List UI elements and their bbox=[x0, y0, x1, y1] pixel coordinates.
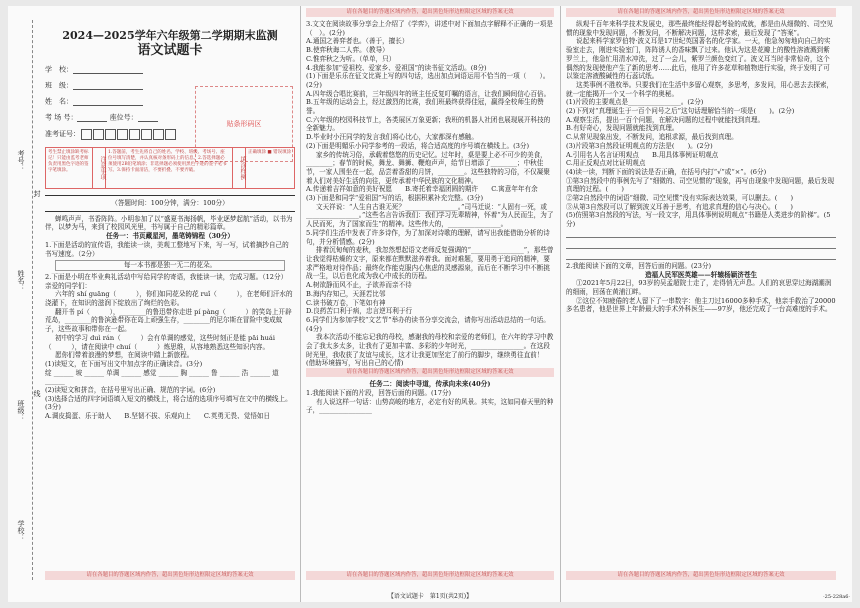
column-3 bbox=[566, 8, 836, 580]
sub-question-2: (2)下列对“真理诞生于一百个问号之后”这句话理解恰当的一项是( )。(2分) bbox=[566, 107, 795, 116]
question-4: 4.我能参加“爱祖校、爱家乡、爱祖国”的读书征文活动。(8分) bbox=[306, 63, 487, 72]
question-2-3: (3)选择合适的四字词语填入短文的横线上，将合适的选项序号填写在文中的横线上。(3分) bbox=[45, 394, 292, 412]
task2-heading: 任务二：阅读中寻道，传承向未来(40分) bbox=[369, 380, 491, 389]
answer-zone-warning: 请在各题目的答题区域内作答，超出黑色矩形边框限定区域的答案无效 bbox=[306, 571, 554, 580]
judgment-item: ③从第3自然段可以了解到波义耳善于思考，有追求真理的信心与决心。( ) bbox=[566, 202, 793, 211]
option: C.惟弈秋之为听。（单单，只） bbox=[306, 54, 396, 63]
question-6: 6.同学们为参加学校“文艺节”举办的读书分享交流会，请你写出活动总结的一句话。(4分) bbox=[306, 315, 550, 333]
notice-title: 注意事项 bbox=[92, 148, 106, 188]
question-4-1: (1)下面是乐乐在征文比赛上写的四句话，选出加点词语运用不恰当的一项（ ）。(2分) bbox=[306, 72, 550, 89]
ticket-digit-box[interactable] bbox=[117, 129, 128, 140]
answer-zone-warning: 请在各题目的答题区域内作答，超出黑色矩形边框限定区域的答案无效 bbox=[566, 8, 836, 17]
ticket-digit-box[interactable] bbox=[105, 129, 116, 140]
pinyin-blanks[interactable]: 绽 ______ 坡 ______ 单调 ______ 感觉 ______ 胸 ______ 鲁 ______ 浩 ______ 道 ______ bbox=[45, 368, 279, 386]
letter-paragraph: 愿你们带着浪漫的梦想，在阅读中踏上新旅程。 bbox=[55, 351, 194, 360]
exam-number-label: 考号： bbox=[17, 150, 25, 171]
name-label: 姓名： bbox=[17, 270, 25, 291]
option: A.通国之善弈者也。（善于，擅长） bbox=[306, 37, 409, 46]
intro-text: 蝉鸣声声，书香阵阵。小明参加了以“盛夏书海扬帆，毕业逐梦起航”活动，以书为伴，以梦为马，来到了校园风光里，书写属于自己的精彩篇章。 bbox=[45, 214, 293, 232]
answer-zone-warning: 请在各题目的答题区域内作答，超出黑色矩形边框限定区域的答案无效 bbox=[306, 368, 554, 377]
question-4-3: (3)下面是和同学“爱祖国”写的话，根据积累补充完整。(3分) bbox=[306, 194, 484, 203]
question-6-hint: (借助环境描写，写出自己的心情) bbox=[306, 359, 404, 368]
question-2-2: (2)读短文和拼音，在括号里写出正确、规范的字词。(6分) bbox=[45, 386, 216, 395]
print-code: ·25-228a6· bbox=[823, 594, 850, 600]
school-field-label: 学 校： bbox=[45, 65, 73, 74]
question-2-options: A.调皮捣蛋、乐于助人 B.坚韧不拔、乐观向上 C.英勇无畏、觉悟如日 bbox=[45, 412, 271, 421]
page-footer: 【语文试题卡 第1页(共2页)】 bbox=[387, 593, 473, 600]
question-8: 2.我能阅读下面的文章，回答后面的问题。(23分) bbox=[566, 261, 712, 270]
notice-box bbox=[45, 147, 295, 189]
sub-question-3: (3)片段第3自然段证明观点的方法是( )。(2分) bbox=[566, 141, 713, 150]
column-divider bbox=[560, 6, 561, 602]
name-field[interactable] bbox=[73, 97, 143, 106]
class-label: 班级： bbox=[17, 400, 25, 421]
letter-paragraph: 初中的学习 duì rán（ ）会有单调的感觉，这些时刻正是能 pāi huái（ ），请在阅读中 chuí（ ）炼思维，从容地熟悉这些知识内容。 bbox=[45, 333, 275, 351]
question-2: 2.下面是小明在毕业典礼活动中写给同学的寄语，我能读一读，完成习题。（12分） bbox=[45, 272, 288, 281]
option: A.传递着吉祥如意的美好祝愿 B.寄托着幸福团圆的期许 C.寓意年年有余 bbox=[306, 185, 538, 194]
article-title: 造福人民军医英雄——轩辕杨颖济苍生 bbox=[644, 270, 758, 279]
sheet-title: 语文试题卡 bbox=[137, 43, 203, 58]
motto-box: 每一本书都是独一无二的花朵。 bbox=[55, 260, 285, 271]
ticket-digit-box[interactable] bbox=[93, 129, 104, 140]
barcode-area: 贴条形码区 bbox=[195, 86, 293, 162]
judgment-item: ②第2自然段中的词语“细微、司空见惯”没有实际表达效果，可以删去。( ) bbox=[566, 194, 794, 203]
name-field-label: 姓 名： bbox=[45, 97, 73, 106]
option: B.使弈秋诲二人弈。（教导） bbox=[306, 46, 389, 55]
answer-zone-warning: 请在各题目的答题区域内作答，超出黑色矩形边框限定区域的答案无效 bbox=[306, 8, 554, 17]
question-7: 1.我能阅读下面的片段，回答后面的问题。(17分) bbox=[306, 388, 452, 397]
notice-text: 1.答题前，考生先将自己的姓名、学校、班级、考场号、座位号填写清楚，并认真核对条形码上的信息。2.答选择题必须使用2B铅笔填涂；非选择题必须使用黑色字迹的签字笔书写。3.保持卡面清洁，不要折叠、不要弄破。 bbox=[108, 150, 227, 173]
question-4-2: (2)下面是明媚乐小同学参考的一段话，将合适高度的序号填在横线上。(3分) bbox=[306, 141, 530, 150]
column-divider bbox=[300, 6, 301, 602]
answer-zone-warning: 请在各题目的答题区域内作答，超出黑色矩形边框限定区域的答案无效 bbox=[45, 571, 295, 580]
task1-heading: 任务一：书页藏星河，墨笔铸锦程（30分） bbox=[106, 232, 234, 241]
school-field[interactable] bbox=[73, 65, 143, 74]
seal-mark: 封 bbox=[33, 190, 41, 197]
ticket-digit-box[interactable] bbox=[165, 129, 176, 140]
binding-margin bbox=[10, 0, 40, 600]
passage: 我本次活动不能忘记我的母校，感谢我的母校和亲爱的老师们，在六年的学习中教会了我太多太多，让我有了更加丰富、多彩的少年时光，________________。在这段时光里，我收获了友谊与成长，这才让我更加坚定了前行的脚步，继续勇往直前！ bbox=[306, 333, 554, 359]
ticket-digit-box[interactable] bbox=[141, 129, 152, 140]
option: B.海内存知己，天涯若比邻 bbox=[306, 289, 386, 298]
option: D.良药苦口利于病，忠言逆耳利于行 bbox=[306, 307, 413, 316]
judgment-item: ①第3自然段中的事例先写了“细微的、司空见惯的”现象，再写由现象中发现问题，最后发现真理的过程。( ) bbox=[566, 176, 835, 194]
ticket-digit-box[interactable] bbox=[81, 129, 92, 140]
sub-question-5: (5)仿照第3自然段的写法，写一段文字，用具体事例说明观点“书籍是人类进步的阶梯”。(5分) bbox=[566, 211, 831, 229]
ticket-digit-box[interactable] bbox=[153, 129, 164, 140]
passage: 有人说这样一句话：山势高峻的地方，必定有好的风景。其实，这如同春天里的种子，________________ bbox=[306, 397, 554, 415]
passage: ②这位不知疲倦的老人留下了一串数字：他主刀过16000多种手术，他亲手救治了20000多名患者，他是世界上年龄最大的手术外科医生——97岁，他还完成了一台高难度的手术。 bbox=[566, 296, 836, 314]
passage: 排着沉甸甸的麦秋，我忽然想起语文老师反复强调的“________________”，那些曾让我觉得枯燥的文字，原来都在默默滋养着我。面对难题，要用勇于追问的精神，要求严格地对待作品；最终化作能克服内心焦虑的灵感源泉，而后在不断学习中不断挑战一生，以后也化成为我心中成长的历程。 bbox=[306, 246, 554, 281]
seat-field-label: 座位号： bbox=[109, 113, 138, 122]
seat-field[interactable] bbox=[138, 113, 158, 122]
answer-line[interactable] bbox=[566, 240, 836, 249]
option: B.有好奇心，发现问题就能找到真理。 bbox=[566, 124, 679, 133]
fill-sample: 正确填涂 ■ 错误填涂 bbox=[248, 150, 292, 155]
passage: 说起来科学家罗伯特·波义耳是17世纪英国著名的化学家。一天，他急匆匆地向自己的实验室走去，刚进实验室门，阵阵诱人的香味飘了过来。他认为这是花瓣上的酸性溶液溅到紫罗兰上，他急忙用清水冲洗，过了一会儿，紫罗兰颜色变红了。波义耳当时非常惊奇，这个偶然的发现使他产生了新的思考……此后，他用了许多花草和植物进行实验，终于发明了可以鉴定溶液酸碱性的石蕊试纸。 bbox=[566, 37, 831, 81]
option: C.用正反观点对比证明观点 bbox=[566, 159, 646, 168]
fill-sample-title: 填涂样例 bbox=[232, 148, 246, 188]
sub-question-4: (4)读一读，判断下面的说法是否正确，在括号内打“√”或“×”。(6分) bbox=[566, 167, 767, 176]
class-field-label: 班 级： bbox=[45, 81, 73, 90]
option: C.从常见现象出发，不断发问，追根求源，最后找到真理。 bbox=[566, 133, 738, 142]
class-field[interactable] bbox=[73, 81, 143, 90]
passage: 家乡的传统习俗，承载着悠悠的历史记忆。过年时，桌是要上必不可少的美食，________；春节的时候，舞龙、舞狮、鞭炮声声，给节日增添了________；中秋佳节，一家人围坐在一起，品尝着香甜的月饼，________。这些独特的习俗，不仅凝聚着人们对美好生活的向往，更传承着中华民族的文化精神。 bbox=[306, 150, 550, 185]
quote-blanks[interactable]: 文天祥说：“人生自古谁无死？________________。”司马迁说：“人固有一死，或________________。”这些名言告诉我们：我们学习先辈精神，怀着“为人民而生，为了人民而死，为了国家而生”的精神。这些伟大的，________________。 bbox=[306, 202, 554, 229]
question-3: 3.文文在阅读故事分享会上介绍了《学弈》，讲述中对下面加点字解释不正确的一项是（ ）。(2分) bbox=[306, 20, 553, 37]
option: A.引用名人名言证明观点 B.用具体事例证明观点 bbox=[566, 150, 719, 159]
absence-note: 考生禁止填涂缺考标记！只能由监考老师负责用黑色字迹的签字笔填涂。 bbox=[48, 150, 89, 173]
option: A.四年级合唱比赛前，三年级四年的班主任反复叮嘱的语言，让我们瞬间信心百倍。 bbox=[306, 89, 551, 98]
question-2-1: (1)读短文，在下面写出文中加点字的正确读音。(3分) bbox=[45, 359, 203, 368]
answer-line[interactable] bbox=[566, 251, 836, 260]
column-2 bbox=[306, 8, 554, 580]
exam-title: 2024—2025学年六年级第二学期期末监测 bbox=[62, 29, 278, 42]
answer-zone-warning: 请在各题目的答题区域内作答，超出黑色矩形边框限定区域的答案无效 bbox=[566, 571, 836, 580]
sub-question-1: (1)片段的主要观点是________________。(2分) bbox=[566, 98, 704, 107]
option: D.毕业时小汪同学的发言我们将心比心，大家都深有感触。 bbox=[306, 133, 478, 142]
answer-line[interactable] bbox=[566, 229, 836, 238]
option: A.观察生活，提出一百个问题，在解决问题的过程中就能找到真理。 bbox=[566, 115, 765, 124]
letter-paragraph: 翻开书 pí（ ），________的鲁迅带你走进 pí pàng（ ）的笑岛上开辟荒岛，________的鲁滨逊带你在岛上顽强生存，________的尼尔斯在冒险中变成蚊子，这些故事和带你在一起。 bbox=[45, 307, 292, 334]
option: B.五年级的运动会上，经过激烈的比赛，我们班最终获得佳冠，赢得全校师生的赞誉。 bbox=[306, 98, 544, 116]
option: C.读书破万卷，下笔如有神 bbox=[306, 298, 386, 307]
time-note: （答题时间：100分钟，满分：100分） bbox=[111, 199, 229, 207]
room-field[interactable] bbox=[77, 113, 107, 122]
letter-paragraph: 六年的 shí guāng（ ），你们如同花朵的花 ruǐ（ ），在老师们汗水的浇灌下，在知识的滋润下绽放出了绚烂的色彩。 bbox=[45, 290, 293, 308]
passage: 纵观千百年来科学技术发展史，那些最终能经得起考验的成就，都是由从细微的、司空见惯的现象中发现问题，不断发问，不断解决问题，这样求索，最后发现了“答案”。 bbox=[566, 20, 834, 37]
option: A.树欲静而风不止，子欲养而亲不待 bbox=[306, 281, 412, 290]
school-label: 学校： bbox=[17, 520, 25, 541]
passage: ①2021年5月22日，93岁的吴孟超院士走了，走得悄无声息。人们的哀思穿过海湖潮润的细雨，回荡在黄浦江畔。 bbox=[566, 279, 832, 296]
room-field-label: 考 场 号： bbox=[45, 113, 78, 122]
letter-greeting: 亲爱的同学们： bbox=[45, 281, 92, 290]
question-5: 5.同学们生活中发表了许多诗作，为了加深对诗歌的理解，请写出我能借助分析的诗句，并分析情感。(2分) bbox=[306, 228, 550, 246]
passage: 这类事例不胜枚举。只要我们在生活中多留心观察，多思考，多发问，用心思去去探索，就一定能揭开一个又一个科学的奥秘。 bbox=[566, 80, 834, 98]
cut-line bbox=[32, 20, 33, 580]
column-1 bbox=[45, 8, 295, 580]
question-1: 1.下面是活动的宣传语，我能读一读，美观工整地写下来，写一写，试着摘抄自己的书写速度。（2分） bbox=[45, 240, 289, 258]
ticket-digit-box[interactable] bbox=[129, 129, 140, 140]
option: C.六年级的校园科技节上，各类展区万象更新；我班的机器人社团也展现展开科技的全新魅力。 bbox=[306, 115, 551, 133]
ticket-field-label: 准考证号： bbox=[45, 130, 80, 139]
line-mark: 线 bbox=[33, 390, 41, 397]
